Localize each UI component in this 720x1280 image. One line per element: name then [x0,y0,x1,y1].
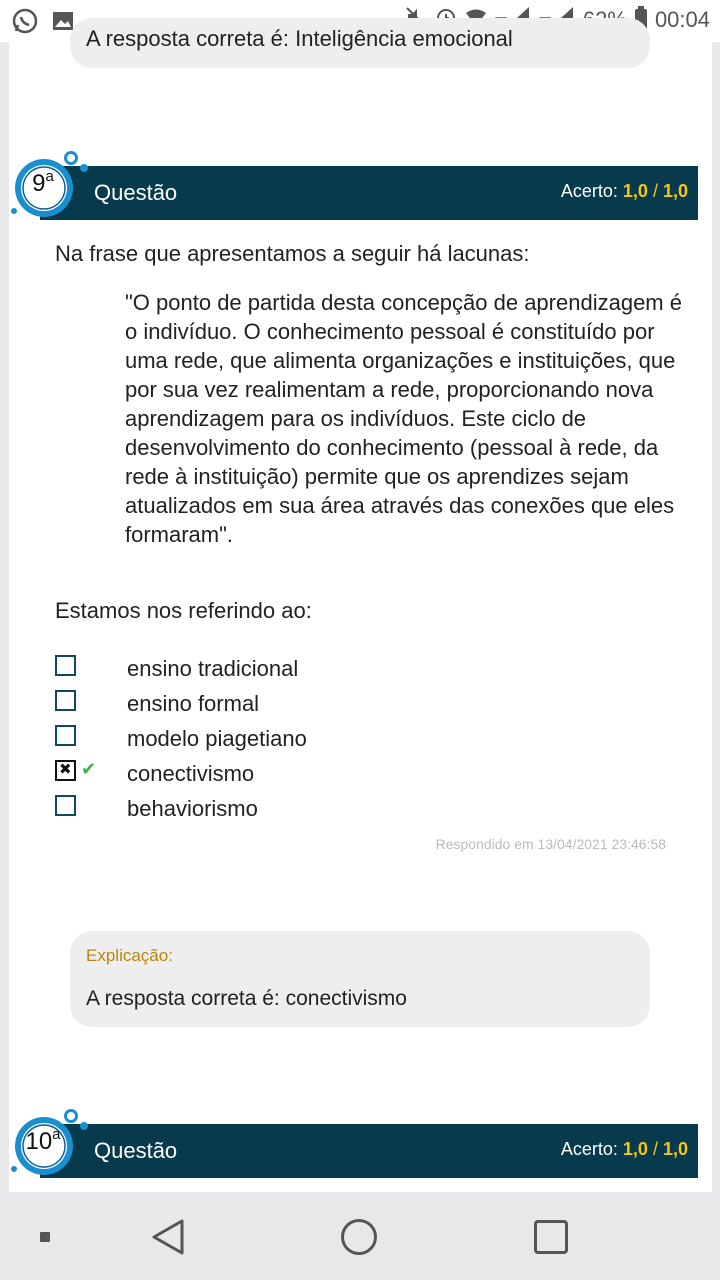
question-number [10,168,76,198]
question-intro: Na frase que apresentamos a seguir há lacunas: [55,241,530,266]
score-separator: / [652,1139,658,1159]
score-label: Acerto: [560,181,618,201]
option-label: modelo piagetiano [127,726,307,751]
question-number-value: 10 [25,1128,53,1155]
recent-apps-icon[interactable] [534,1220,568,1254]
question-quote: "O ponto de partida desta concepção de aprendizagem é o indivíduo. O conhecimento pessoal é constituído por uma rede, que alimenta organizações e instituições, que por sua vez realimentam a rede, proporcionando nova aprendizagem para os indivíduos. Este ciclo de desenvolvimento do conhecimento (pessoal à rede, da rede à instituição) permite que os aprendizes sejam atualizados em sua área através das conexões que eles formaram". [125,290,682,547]
score-display [561,181,688,202]
content-rail-left [0,42,9,1192]
answer-option-selected[interactable] [55,757,675,792]
option-label: behaviorismo [127,796,258,821]
score-label: Acerto: [560,1139,618,1159]
explanation-text: A resposta correta é: conectivismo [86,987,407,1010]
score-separator: / [652,181,658,201]
question-label: Questão [94,1138,178,1163]
previous-explanation-box [70,18,650,68]
score-max: 1,0 [662,181,688,201]
option-checkbox[interactable] [55,725,76,746]
question-9-header [40,166,698,220]
explanation-box [70,931,650,1027]
answer-option[interactable] [55,687,675,722]
score-value: 1,0 [622,181,648,201]
option-label: ensino tradicional [127,656,299,681]
question-number-badge [10,148,86,224]
answer-option[interactable] [55,652,675,687]
option-checkbox[interactable] [55,690,76,711]
score-value: 1,0 [622,1139,648,1159]
question-number-badge [10,1106,86,1182]
score-display [561,1139,688,1160]
nav-indicator-icon [40,1232,50,1242]
correct-check-icon: ✔ [81,759,97,779]
question-number [10,1126,76,1156]
option-label: conectivismo [127,761,255,786]
option-checkbox[interactable] [55,795,76,816]
back-icon[interactable] [150,1218,186,1261]
question-label: Questão [94,180,178,205]
content-rail-right [712,42,720,1192]
navigation-bar [0,1192,720,1280]
answer-option[interactable] [55,722,675,757]
score-max: 1,0 [662,1139,688,1159]
answered-timestamp: Respondido em 13/04/2021 23:46:58 [435,836,666,852]
question-number-value: 9 [32,170,46,197]
previous-explanation-text: A resposta correta é: Inteligência emocional [86,26,513,51]
home-icon[interactable] [341,1219,377,1255]
answer-options [55,652,675,827]
clock: 00:04 [654,7,710,32]
option-label: ensino formal [127,691,260,716]
question-ordinal: a [45,168,54,185]
option-checkbox[interactable] [55,655,76,676]
option-checkbox-checked[interactable] [55,760,76,781]
answer-option[interactable] [55,792,675,827]
whatsapp-icon [12,8,38,39]
question-10-header [40,1124,698,1178]
question-prompt: Estamos nos referindo ao: [55,598,312,623]
question-ordinal: a [52,1126,61,1143]
explanation-title: Explicação: [86,946,173,965]
